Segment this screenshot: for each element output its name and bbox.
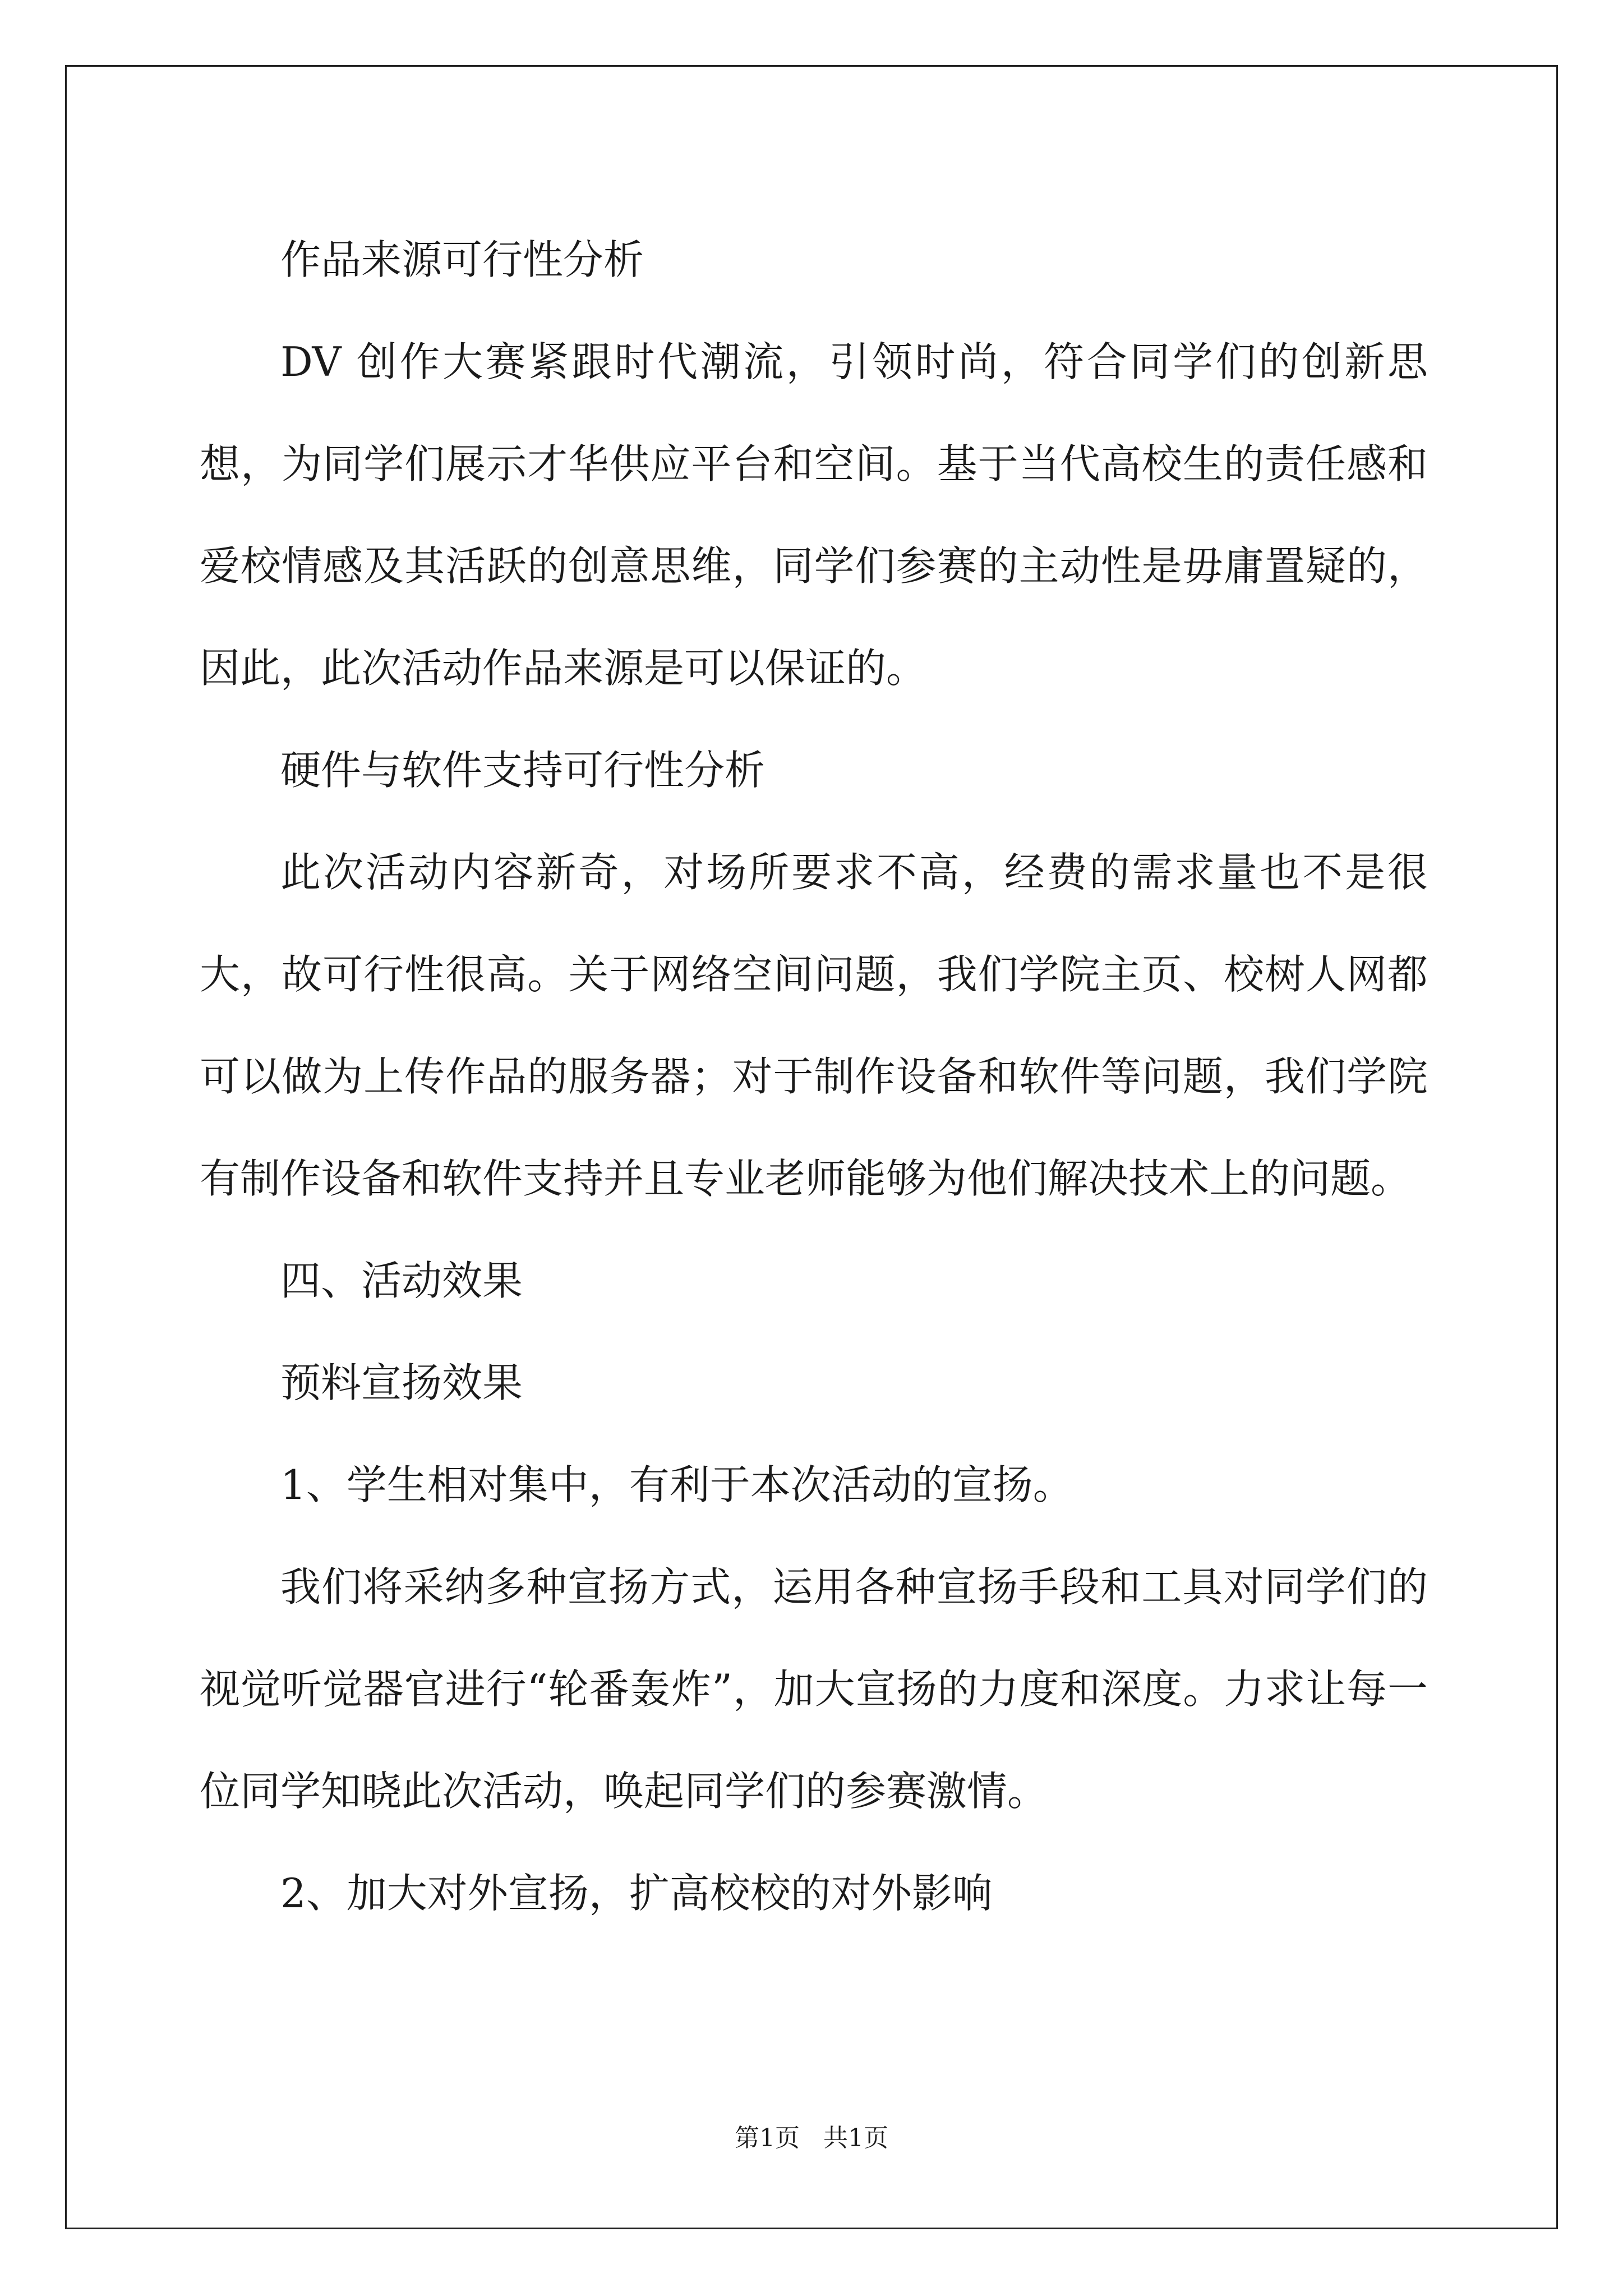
list-item-2: 2、加大对外宣扬，扩高校校的对外影响 — [280, 1870, 993, 1917]
page-number: 第1页 — [735, 2124, 800, 2152]
paragraph-promotion-methods: 我们将采纳多种宣扬方式，运用各种宣扬手段和工具对同学们的视觉听觉器官进行“轮番轰炸”，加大宣扬的力度和深度。力求让每一位同学知晓此次活动，唤起同学们的参赛激情。 — [200, 1563, 1428, 1815]
list-item-1: 1、学生相对集中，有利于本次活动的宣扬。 — [280, 1461, 1073, 1508]
document-body — [200, 209, 1428, 1944]
page-footer — [0, 2118, 1623, 2154]
section-heading-source: 作品来源可行性分析 — [280, 236, 644, 283]
subheading-expected-promotion: 预料宣扬效果 — [280, 1359, 523, 1406]
section-heading-hardware-software: 硬件与软件支持可行性分析 — [280, 747, 766, 794]
paragraph-source-analysis: DV 创作大赛紧跟时代潮流，引领时尚，符合同学们的创新思想，为同学们展示才华供应平台和空间。基于当代高校生的责任感和爱校情感及其活跃的创意思维，同学们参赛的主动性是毋庸置疑的，因此，此次活动作品来源是可以保证的。 — [200, 338, 1428, 692]
paragraph-hardware-software: 此次活动内容新奇，对场所要求不高，经费的需求量也不是很大，故可行性很高。关于网络空间问题，我们学院主页、校树人网都可以做为上传作品的服务器；对于制作设备和软件等问题，我们学院有制作设备和软件支持并且专业老师能够为他们解决技术上的问题。 — [200, 849, 1428, 1202]
section-heading-effects: 四、活动效果 — [280, 1257, 523, 1304]
page-total: 共1页 — [823, 2124, 888, 2152]
